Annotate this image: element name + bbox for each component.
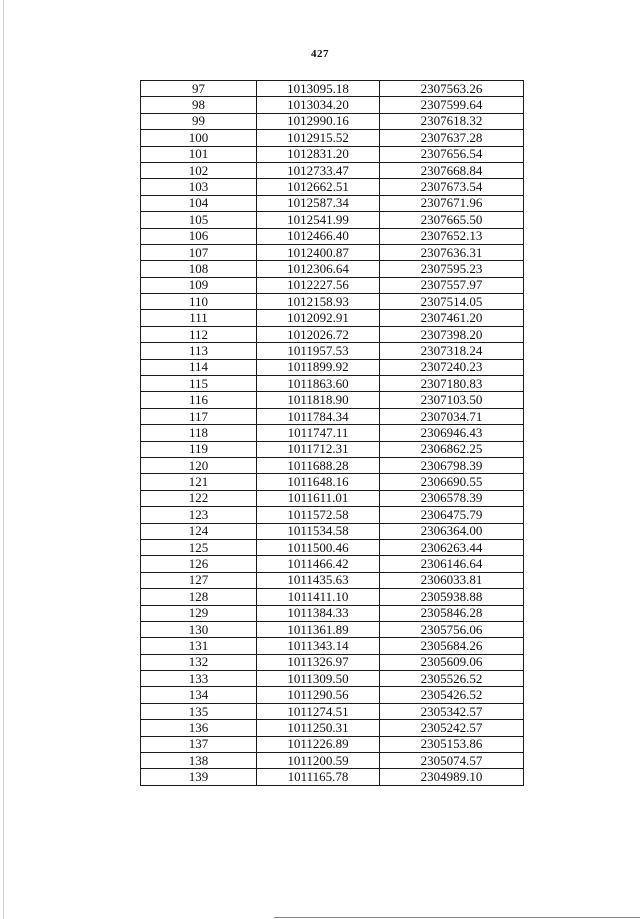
x-coordinate-cell: 1011309.50 [257,671,380,687]
point-number-cell: 135 [141,703,257,719]
point-number-cell: 117 [141,408,257,424]
table-row [141,457,524,473]
y-coordinate-cell: 2305074.57 [380,753,524,769]
table-row [141,507,524,523]
table-row [141,392,524,408]
point-number-cell: 113 [141,343,257,359]
page-number: 427 [311,48,329,60]
x-coordinate-cell: 1011200.59 [257,753,380,769]
y-coordinate-cell: 2307461.20 [380,310,524,326]
table-row [141,654,524,670]
table-row [141,720,524,736]
point-number-cell: 136 [141,720,257,736]
y-coordinate-cell: 2307636.31 [380,244,524,260]
y-coordinate-cell: 2307673.54 [380,179,524,195]
table-row [141,703,524,719]
point-number-cell: 108 [141,261,257,277]
point-number-cell: 107 [141,244,257,260]
point-number-cell: 133 [141,671,257,687]
y-coordinate-cell: 2307637.28 [380,130,524,146]
table-row [141,113,524,129]
point-number-cell: 112 [141,326,257,342]
y-coordinate-cell: 2307656.54 [380,146,524,162]
x-coordinate-cell: 1012541.99 [257,212,380,228]
y-coordinate-cell: 2306690.55 [380,474,524,490]
table-row [141,343,524,359]
table-row [141,179,524,195]
y-coordinate-cell: 2305756.06 [380,621,524,637]
y-coordinate-cell: 2306578.39 [380,490,524,506]
point-number-cell: 128 [141,589,257,605]
y-coordinate-cell: 2305426.52 [380,687,524,703]
y-coordinate-cell: 2307563.26 [380,81,524,97]
y-coordinate-cell: 2306146.64 [380,556,524,572]
y-coordinate-cell: 2306364.00 [380,523,524,539]
x-coordinate-cell: 1011747.11 [257,425,380,441]
point-number-cell: 106 [141,228,257,244]
point-number-cell: 109 [141,277,257,293]
table-row [141,572,524,588]
table-row [141,162,524,178]
point-number-cell: 137 [141,736,257,752]
x-coordinate-cell: 1013095.18 [257,81,380,97]
x-coordinate-cell: 1012915.52 [257,130,380,146]
y-coordinate-cell: 2305684.26 [380,638,524,654]
x-coordinate-cell: 1012733.47 [257,162,380,178]
x-coordinate-cell: 1011572.58 [257,507,380,523]
x-coordinate-cell: 1011611.01 [257,490,380,506]
table-row [141,244,524,260]
x-coordinate-cell: 1011411.10 [257,589,380,605]
x-coordinate-cell: 1011274.51 [257,703,380,719]
y-coordinate-cell: 2307665.50 [380,212,524,228]
table-row [141,97,524,113]
y-coordinate-cell: 2307180.83 [380,376,524,392]
y-coordinate-cell: 2307668.84 [380,162,524,178]
y-coordinate-cell: 2307652.13 [380,228,524,244]
x-coordinate-cell: 1012466.40 [257,228,380,244]
point-number-cell: 110 [141,294,257,310]
y-coordinate-cell: 2305242.57 [380,720,524,736]
x-coordinate-cell: 1011250.31 [257,720,380,736]
table-row [141,277,524,293]
table-row [141,376,524,392]
point-number-cell: 122 [141,490,257,506]
point-number-cell: 99 [141,113,257,129]
point-number-cell: 100 [141,130,257,146]
table-row [141,212,524,228]
y-coordinate-cell: 2306798.39 [380,457,524,473]
table-row [141,671,524,687]
table-row [141,474,524,490]
point-number-cell: 125 [141,539,257,555]
table-row [141,769,524,785]
table-row [141,490,524,506]
y-coordinate-cell: 2306862.25 [380,441,524,457]
y-coordinate-cell: 2307034.71 [380,408,524,424]
table-row [141,556,524,572]
x-coordinate-cell: 1011326.97 [257,654,380,670]
table-row [141,523,524,539]
table-row [141,130,524,146]
point-number-cell: 114 [141,359,257,375]
x-coordinate-cell: 1011784.34 [257,408,380,424]
x-coordinate-cell: 1012831.20 [257,146,380,162]
table-row [141,310,524,326]
y-coordinate-cell: 2307671.96 [380,195,524,211]
point-number-cell: 127 [141,572,257,588]
y-coordinate-cell: 2307240.23 [380,359,524,375]
coordinates-table [140,80,524,786]
point-number-cell: 138 [141,753,257,769]
y-coordinate-cell: 2306946.43 [380,425,524,441]
point-number-cell: 104 [141,195,257,211]
table-row [141,81,524,97]
y-coordinate-cell: 2307618.32 [380,113,524,129]
y-coordinate-cell: 2306263.44 [380,539,524,555]
y-coordinate-cell: 2305609.06 [380,654,524,670]
table-row [141,589,524,605]
x-coordinate-cell: 1011688.28 [257,457,380,473]
point-number-cell: 131 [141,638,257,654]
point-number-cell: 103 [141,179,257,195]
point-number-cell: 111 [141,310,257,326]
x-coordinate-cell: 1012587.34 [257,195,380,211]
point-number-cell: 101 [141,146,257,162]
x-coordinate-cell: 1012227.56 [257,277,380,293]
x-coordinate-cell: 1011290.56 [257,687,380,703]
y-coordinate-cell: 2307514.05 [380,294,524,310]
x-coordinate-cell: 1012092.91 [257,310,380,326]
x-coordinate-cell: 1011534.58 [257,523,380,539]
x-coordinate-cell: 1012990.16 [257,113,380,129]
table-row [141,146,524,162]
y-coordinate-cell: 2306033.81 [380,572,524,588]
point-number-cell: 119 [141,441,257,457]
x-coordinate-cell: 1012306.64 [257,261,380,277]
table-row [141,605,524,621]
table-row [141,195,524,211]
x-coordinate-cell: 1012662.51 [257,179,380,195]
point-number-cell: 129 [141,605,257,621]
table-row [141,294,524,310]
point-number-cell: 102 [141,162,257,178]
table-row [141,687,524,703]
x-coordinate-cell: 1011435.63 [257,572,380,588]
x-coordinate-cell: 1011712.31 [257,441,380,457]
table-row [141,736,524,752]
x-coordinate-cell: 1011466.42 [257,556,380,572]
point-number-cell: 126 [141,556,257,572]
y-coordinate-cell: 2307398.20 [380,326,524,342]
y-coordinate-cell: 2305342.57 [380,703,524,719]
x-coordinate-cell: 1012026.72 [257,326,380,342]
x-coordinate-cell: 1011863.60 [257,376,380,392]
table-row [141,408,524,424]
table-row [141,228,524,244]
x-coordinate-cell: 1011899.92 [257,359,380,375]
x-coordinate-cell: 1011226.89 [257,736,380,752]
point-number-cell: 134 [141,687,257,703]
point-number-cell: 116 [141,392,257,408]
y-coordinate-cell: 2305938.88 [380,589,524,605]
table-row [141,441,524,457]
x-coordinate-cell: 1011343.14 [257,638,380,654]
x-coordinate-cell: 1013034.20 [257,97,380,113]
y-coordinate-cell: 2307599.64 [380,97,524,113]
y-coordinate-cell: 2305846.28 [380,605,524,621]
y-coordinate-cell: 2307318.24 [380,343,524,359]
x-coordinate-cell: 1012158.93 [257,294,380,310]
point-number-cell: 123 [141,507,257,523]
table-row [141,539,524,555]
table-row [141,326,524,342]
y-coordinate-cell: 2304989.10 [380,769,524,785]
y-coordinate-cell: 2307557.97 [380,277,524,293]
y-coordinate-cell: 2307103.50 [380,392,524,408]
point-number-cell: 105 [141,212,257,228]
x-coordinate-cell: 1012400.87 [257,244,380,260]
bottom-rule [274,917,640,918]
x-coordinate-cell: 1011384.33 [257,605,380,621]
table-row [141,638,524,654]
scan-left-edge [3,0,4,919]
y-coordinate-cell: 2305153.86 [380,736,524,752]
y-coordinate-cell: 2305526.52 [380,671,524,687]
point-number-cell: 132 [141,654,257,670]
table-row [141,425,524,441]
table-row [141,261,524,277]
point-number-cell: 124 [141,523,257,539]
point-number-cell: 139 [141,769,257,785]
table-row [141,359,524,375]
point-number-cell: 121 [141,474,257,490]
x-coordinate-cell: 1011818.90 [257,392,380,408]
x-coordinate-cell: 1011361.89 [257,621,380,637]
point-number-cell: 115 [141,376,257,392]
point-number-cell: 97 [141,81,257,97]
point-number-cell: 130 [141,621,257,637]
point-number-cell: 118 [141,425,257,441]
x-coordinate-cell: 1011165.78 [257,769,380,785]
y-coordinate-cell: 2306475.79 [380,507,524,523]
x-coordinate-cell: 1011957.53 [257,343,380,359]
point-number-cell: 98 [141,97,257,113]
table-row [141,753,524,769]
x-coordinate-cell: 1011500.46 [257,539,380,555]
x-coordinate-cell: 1011648.16 [257,474,380,490]
coordinates-table-body [141,81,524,786]
point-number-cell: 120 [141,457,257,473]
table-row [141,621,524,637]
y-coordinate-cell: 2307595.23 [380,261,524,277]
